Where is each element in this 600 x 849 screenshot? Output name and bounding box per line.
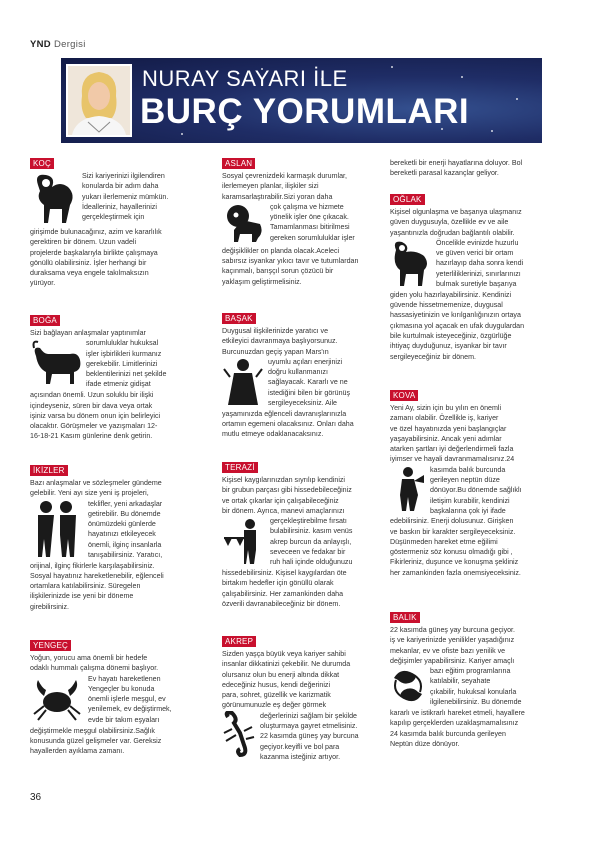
- text-line: tanışabilirsiniz. Yaratıcı,: [88, 551, 163, 560]
- text-line: ifade etmeniz gidişat: [86, 380, 151, 389]
- text-line: yönelik işler öne çıkacak.: [270, 213, 349, 222]
- sign-title-ikizler: İKİZLER: [30, 465, 68, 476]
- text-line: değerlerinizi sağlam bir şekilde: [260, 711, 357, 720]
- text-line: uyumlu açıları enerjinizi: [268, 357, 343, 366]
- water-bearer-icon: [390, 465, 430, 515]
- text-line: 22 kasımda güneş yay burcuna geçiyor.: [390, 626, 516, 634]
- text-line: bulmak suretiyle başarıya: [436, 280, 517, 289]
- sign-title-terazi: TERAZİ: [222, 462, 258, 473]
- sign-ikizler: [30, 465, 208, 612]
- sign-title-aslan: ASLAN: [222, 158, 255, 169]
- text-line: istediğini bilen bir görünüş: [268, 388, 351, 397]
- sign-oglak: [390, 194, 550, 362]
- text-line: sergileyeceğiniz bir dönem.: [390, 352, 476, 361]
- text-line: ve özel hayatınızda yeni başlangıçlar: [390, 424, 507, 433]
- text-line: edeceğiniz husus, kendi değerinizi: [222, 680, 331, 689]
- text-line: önümüzdeki günlerde: [88, 520, 156, 529]
- text-line: hayatınızı etkileyecek: [88, 530, 156, 539]
- sign-title-koc: KOÇ: [30, 158, 54, 169]
- text-line: girebilirsiniz.: [30, 602, 70, 611]
- sign-title-basak: BAŞAK: [222, 313, 256, 324]
- text-line: güven duygusuyla, özellikle ev ve aile: [390, 218, 509, 227]
- text-line: gerçekleştirebilme fırsatı: [270, 517, 347, 526]
- sign-title-kova: KOVA: [390, 390, 418, 401]
- magazine-brand: YND: [30, 39, 51, 50]
- magazine-name: Dergisi: [53, 39, 86, 50]
- text-line: değiştirmekle meşgul olabilirsiniz.Sağlık: [30, 726, 155, 735]
- text-line: atarken şartları iyi değerlendirmeli fazla: [390, 445, 514, 454]
- magazine-label: [30, 39, 86, 50]
- text-line: açısından önemli. Uzun soluklu bir ilişki: [30, 391, 154, 400]
- text-line: giden yolu hazırlayabilirsiniz. Kendinizi: [390, 290, 512, 299]
- twins-icon: [30, 499, 88, 561]
- text-line: yürüyor.: [30, 279, 56, 288]
- text-line: dönüyor.Bu dönemde sağlıklı: [430, 486, 522, 495]
- text-line: Burcunuzdan geçiş yapan Mars'ın: [222, 347, 329, 356]
- text-line: girişimde bulunacağınız, azim ve kararlılık: [30, 228, 162, 236]
- text-line: ilişkilerinizde ise yeni bir döneme: [30, 592, 134, 601]
- text-line: ve ortak çıkarlar için çalışabileceğiniz: [222, 496, 339, 505]
- text-line: yukarı ilerlemeniz mümkün.: [82, 192, 169, 201]
- text-line: bir grubun parçası gibi hissedebileceğiniz: [222, 486, 352, 495]
- text-line: ihtiyaç duyduğunuz, isyankar bir tavır: [390, 342, 507, 351]
- text-line: projelerde başkalarıyla birlikte çalışmaya: [30, 248, 158, 257]
- sign-title-yengec: YENGEÇ: [30, 640, 71, 651]
- text-line: yaşamınızda eğlenceli davranışlarınızla: [222, 409, 347, 418]
- text-line: bereketli bir enerji hayatlarına doluyor. Bol: [390, 159, 523, 167]
- text-line: gereken sorumluluklar işler: [270, 233, 355, 242]
- text-line: bereketli parasal kazançlar geliyor.: [390, 169, 499, 178]
- text-line: Sizden yaşça büyük veya kariyer sahibi: [222, 650, 346, 658]
- text-line: iletişim kurabilir, kendinizi: [430, 496, 510, 505]
- text-line: içindeyseniz, süren bir dava veya ortak: [30, 401, 153, 410]
- text-line: değişiklikler on planda olacak.Aceleci: [222, 246, 340, 255]
- sign-title-akrep: AKREP: [222, 636, 256, 647]
- text-line: çalışabilirsiniz. Her zamankinden daha: [222, 589, 344, 598]
- text-line: çıkabilir, hukuksal konularla: [430, 687, 517, 696]
- scorpion-icon: [222, 711, 260, 759]
- text-line: insanlar dikkatinizi çekebilir. Ne durumda: [222, 660, 351, 669]
- header-line1: NURAY SAYARI İLE: [142, 66, 348, 91]
- sign-title-balik: BALIK: [390, 612, 420, 623]
- sign-title-oglak: OĞLAK: [390, 194, 425, 205]
- text-line: katılabilir, seyahate: [430, 677, 491, 686]
- text-line: yaşayabilirsiniz. Ancak yeni adımlar: [390, 434, 502, 443]
- text-line: evde bir takım eşyaları: [88, 715, 160, 724]
- sign-yengec: [30, 640, 208, 756]
- text-line: Öncelikle evinizde huzurlu: [436, 238, 519, 247]
- text-line: Yengeçler bu konuda: [88, 684, 155, 693]
- text-line: özverili davranabileceğiniz bir dönem.: [222, 600, 341, 609]
- text-line: hazırlayıp daha sonra kendi: [436, 259, 524, 268]
- crab-icon: [30, 674, 88, 726]
- text-line: ortamlara katılabilirsiniz. Süregelen: [30, 582, 141, 591]
- text-line: çok çalışma ve hizmete: [270, 202, 344, 211]
- text-line: zamanı olabilir. Özellikle iş, kariyer: [390, 414, 499, 423]
- text-line: teklifler, yeni arkadaşlar: [88, 499, 163, 508]
- text-line: Düşünmeden hareket etme eğilimi: [390, 537, 498, 546]
- text-line: ilgilenebilirsiniz. Bu dönemde: [430, 698, 522, 707]
- text-line: gerileyen neptün düze: [430, 476, 500, 485]
- text-line: göstermeniz söz konusu olmadığı gibi ,: [390, 548, 513, 557]
- sign-aslan: [222, 158, 382, 287]
- sign-kova: [390, 390, 550, 578]
- scales-icon: [222, 516, 270, 568]
- text-line: bulabilirsiniz. kasım venüs: [270, 527, 353, 536]
- text-line: birtakım hedefler için gönüllü olarak: [222, 579, 334, 588]
- text-line: yaşantınızla doğrudan bağlantılı olabilir.: [390, 228, 515, 237]
- text-line: Yoğun, yorucu ama önemli bir hedefe: [30, 654, 148, 662]
- fish-icon: [390, 666, 430, 708]
- text-line: karamsarlaştırabilir.Sizi yoran daha: [222, 192, 333, 201]
- text-line: olursanız olun bu enerji altında dikkat: [222, 670, 340, 679]
- text-line: bir dönem. Ayrıca, manevi amaçlarınızı: [222, 506, 345, 515]
- text-line: gönüllü olabilirsiniz. İşler herhangi bir: [30, 258, 147, 267]
- text-line: başkalarına çok iyi ifade: [430, 506, 506, 515]
- text-line: getirebilir. Bu dönemde: [88, 509, 161, 518]
- text-line: hassasiyetinizin ve kırılganlığınızın ortaya: [390, 311, 521, 320]
- text-line: Sosyal hayatınız hareketlenebilir, eğlenceli: [30, 571, 164, 580]
- text-line: Ev hayatı hareketlenen: [88, 674, 161, 683]
- text-line: hissedebilirsiniz. Kişisel kaygılardan öte: [222, 569, 347, 578]
- sign-boga: [30, 315, 208, 442]
- header-line2: BURÇ YORUMLARI: [140, 92, 470, 131]
- text-line: duraksama veya engele takılmaksızın: [30, 269, 149, 278]
- text-line: Kişisel olgunlaşma ve başarıya ulaşmanız: [390, 208, 522, 216]
- text-line: edebilirsiniz. Enerji dolusunuz. Girişken: [390, 517, 514, 526]
- text-line: sergileyeceksiniz. Aile: [268, 399, 337, 408]
- text-line: çıkmasına yol açacak en ufak duygulardan: [390, 321, 525, 330]
- text-line: kaçınmalı, barışçıl sorun çözücü bir: [222, 267, 334, 276]
- sign-basak: [222, 313, 382, 440]
- text-line: yeterliliklerinizi, sınırlarınızı: [436, 269, 521, 278]
- text-line: 16-18-21 Kasım günlerine denk getirin.: [30, 432, 153, 441]
- text-line: Yeni Ay, sizin için bu yılın en önemli: [390, 404, 502, 412]
- text-line: Sosyal çevrenizdeki karmaşık durumlar,: [222, 172, 347, 180]
- text-line: gerektiren bir dönem. Uzun vadeli: [30, 238, 137, 247]
- text-line: orijinal, ilginç fikirlerle karşılaşabilirsiniz.: [30, 561, 155, 570]
- text-line: görünumunuzle eş değer görmek: [222, 701, 327, 710]
- text-line: İdealleriniz, hayallerinizi: [82, 202, 157, 211]
- text-line: 22 kasımda güneş yay burcuna: [260, 732, 359, 741]
- text-line: yaklaşım geliştirmelisiniz.: [222, 277, 302, 286]
- text-line: beklentilerinizi net şekilde: [86, 370, 167, 379]
- text-line: olacaktır. Görüşmeler ve yazışmaları 12-: [30, 422, 158, 431]
- text-line: ve baskın bir karakter sergileyeceksiniz.: [390, 527, 516, 536]
- text-line: değişimler yapabilirsiniz. Kariyer amaçlı: [390, 656, 515, 665]
- text-line: gerçekleştirmek için: [82, 213, 145, 222]
- text-line: doğru kullanmanızı: [268, 368, 328, 377]
- text-line: Sizi bağlayan anlaşmalar yaptınımlar: [30, 329, 146, 337]
- text-line: konularda bir adım daha: [82, 182, 159, 191]
- lion-icon: [222, 202, 270, 246]
- text-line: ilerlemeyen planlar, ilişkiler sizi: [222, 182, 319, 191]
- text-line: mutlu etmeye odaklanacaksınız.: [222, 430, 324, 439]
- text-line: sorumluluklar hukuksal: [86, 339, 159, 348]
- text-line: hayallerden ayıklama zamanı.: [30, 747, 125, 756]
- text-line: mekanlar, ev ve ofiste bazı yenilik ve: [390, 646, 506, 655]
- text-line: önemli işlerle meşgul, ev: [88, 695, 166, 704]
- sign-terazi: [222, 462, 382, 609]
- text-line: Neptün düze dönüyor.: [390, 740, 460, 749]
- text-line: kazanma isteğiniz artıyor.: [260, 752, 341, 761]
- text-line: kararlı ve istikrarlı hareket etmeli, hayallere: [390, 709, 525, 718]
- text-line: ruh hali içinde olduğunuzu: [270, 558, 353, 567]
- text-line: seveceen ve fedakar bir: [270, 548, 346, 557]
- text-line: bazı eğitim programlarına: [430, 667, 511, 676]
- text-line: ortamın egemeni olacaksınız. Onları daha: [222, 420, 354, 429]
- text-line: gelebilir. Yeni ayı size yeni iş projeleri,: [30, 489, 149, 498]
- text-line: yenilemek, ev değiştirmek,: [88, 705, 172, 714]
- goat-icon: [390, 238, 436, 290]
- text-line: ve güven verici bir ortam: [436, 249, 514, 258]
- text-line: Fikirleriniz, duşunce ve konuşma şekliniz: [390, 558, 519, 567]
- text-line: sabırsız isyankar yıkıcı tavır ve tutumlardan: [222, 257, 359, 266]
- text-line: iyimser ve hayali davranmamalısınız.24: [390, 455, 515, 464]
- text-line: bile kurtulmak isteyeceğiniz, özgürlüğe: [390, 332, 512, 341]
- text-line: oluşturmaya gayret etmelisiniz.: [260, 722, 358, 731]
- continuation-text: [390, 158, 550, 179]
- text-line: önemli, ilginç insanlarla: [88, 540, 162, 549]
- text-line: gerekebilir. Limitlerinizi: [86, 359, 158, 368]
- text-line: odaklı hummalı çalışma dönemi başlıyor.: [30, 664, 159, 673]
- text-line: geçiyor.keyifli ve bol para: [260, 742, 340, 751]
- text-line: Duygusal ilişkilerinizde yaratıcı ve: [222, 327, 329, 335]
- text-line: 24 kasımda balık burcunda gerileyen: [390, 729, 506, 738]
- text-line: işiniz varsa bu dönem onun için belirleyici: [30, 411, 161, 420]
- sign-title-boga: BOĞA: [30, 315, 60, 326]
- text-line: konusunda güzel gelişmeler var. Gereksiz: [30, 736, 162, 745]
- text-line: iş ve kariyerinizde yenilikler yaşadığınız: [390, 636, 515, 645]
- text-line: Sizi kariyerinizi ilgilendiren: [82, 172, 165, 180]
- bull-icon: [30, 338, 86, 390]
- text-line: etkileyici davranmaya başlıyorsunuz.: [222, 337, 338, 346]
- text-line: sağlayacak. Kararlı ve ne: [268, 378, 348, 387]
- sign-akrep: [222, 636, 382, 762]
- sign-balik: [390, 612, 550, 749]
- text-line: Tamamlanması bitirilmesi: [270, 223, 350, 232]
- text-line: kasımda balık burcunda: [430, 465, 506, 474]
- text-line: işler işbirlikleri kurmanız: [86, 349, 162, 358]
- text-line: kapılıp gerçeklerden uzaklaşmamalısınız: [390, 719, 519, 728]
- text-line: güvende hissetmemenize, duygusal: [390, 301, 503, 310]
- ram-icon: [30, 171, 82, 227]
- text-line: para, sohret, güzellik ve karizmatik: [222, 691, 331, 700]
- page-number: 36: [30, 792, 42, 803]
- text-line: Bazı anlaşmalar ve sözleşmeler gündeme: [30, 479, 162, 487]
- virgin-icon: [222, 357, 268, 409]
- author-photo: [66, 64, 132, 137]
- text-line: Kişisel kaygılarınızdan sıyrılıp kendinizi: [222, 476, 346, 484]
- sign-koc: [30, 158, 208, 289]
- text-line: her zamankinden fazla onemsiyeceksiniz.: [390, 568, 521, 577]
- text-line: akrep burcun da anlayışlı,: [270, 537, 352, 546]
